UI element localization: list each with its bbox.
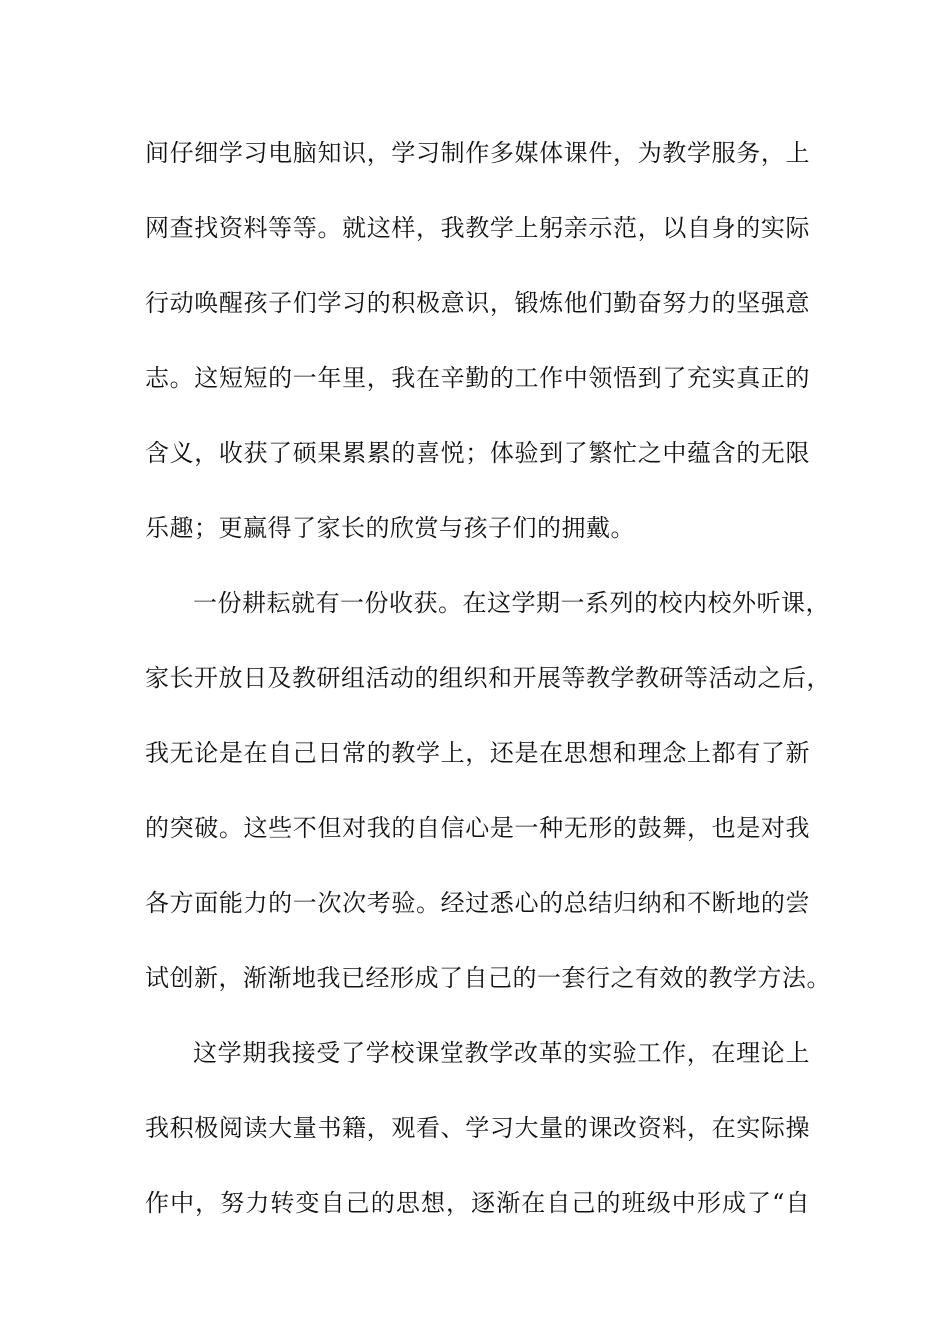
text-line-14: 我积极阅读大量书籍，观看、学习大量的课改资料，在实际操 [145,1114,810,1142]
text-line-15: 作中，努力转变自己的思想，逐渐在自己的班级中形成了“自 [145,1189,810,1217]
text-line-6: 乐趣；更赢得了家长的欣赏与孩子们的拥戴。 [145,514,635,542]
text-line-13: 这学期我接受了学校课堂教学改革的实验工作，在理论上 [193,1039,810,1067]
text-line-2: 网查找资料等等。就这样，我教学上躬亲示范，以自身的实际 [145,214,810,242]
text-line-4: 志。这短短的一年里，我在辛勤的工作中领悟到了充实真正的 [145,364,810,392]
text-line-9: 我无论是在自己日常的教学上，还是在思想和理念上都有了新 [145,739,810,767]
text-line-5: 含义，收获了硕果累累的喜悦；体验到了繁忙之中蕴含的无限 [145,439,810,467]
text-line-7: 一份耕耘就有一份收获。在这学期一系列的校内校外听课， [193,589,830,617]
text-line-8: 家长开放日及教研组活动的组织和开展等教学教研等活动之后， [145,664,831,692]
body-text [145,128,831,1253]
text-line-3: 行动唤醒孩子们学习的积极意识，锻炼他们勤奋努力的坚强意 [145,289,810,317]
text-line-1: 间仔细学习电脑知识，学习制作多媒体课件，为教学服务，上 [145,139,810,167]
text-line-12: 试创新，渐渐地我已经形成了自己的一套行之有效的教学方法。 [145,964,831,992]
text-line-11: 各方面能力的一次次考验。经过悉心的总结归纳和不断地的尝 [145,889,810,917]
text-line-10: 的突破。这些不但对我的自信心是一种无形的鼓舞，也是对我 [145,814,810,842]
